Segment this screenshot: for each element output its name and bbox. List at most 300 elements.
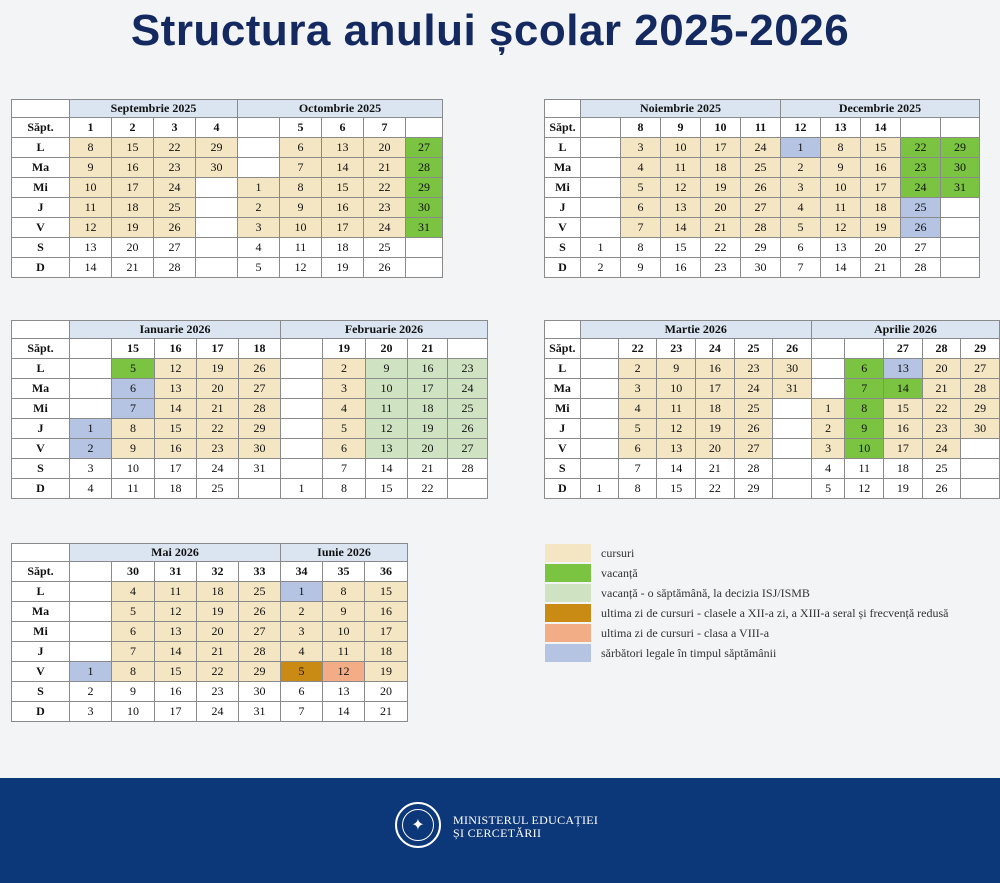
day-cell: 26 bbox=[448, 419, 488, 439]
day-cell: 5 bbox=[618, 419, 657, 439]
day-cell: 9 bbox=[280, 198, 322, 218]
day-cell: 29 bbox=[196, 138, 238, 158]
day-cell: 15 bbox=[322, 178, 364, 198]
day-cell: 7 bbox=[281, 702, 323, 722]
day-cell: 19 bbox=[322, 258, 364, 278]
legend-label: cursuri bbox=[601, 545, 635, 560]
day-cell bbox=[281, 399, 323, 419]
day-cell: 12 bbox=[821, 218, 861, 238]
day-cell: 29 bbox=[961, 399, 1000, 419]
day-cell: 1 bbox=[70, 419, 112, 439]
day-cell: 5 bbox=[112, 359, 155, 379]
day-label: L bbox=[12, 582, 70, 602]
legend-swatch bbox=[545, 624, 591, 642]
day-cell: 20 bbox=[922, 359, 961, 379]
week-number: 7 bbox=[364, 118, 406, 138]
week-number: 15 bbox=[112, 339, 155, 359]
day-cell: 22 bbox=[197, 662, 239, 682]
day-cell: 11 bbox=[661, 158, 701, 178]
week-number bbox=[70, 339, 112, 359]
week-number: 23 bbox=[657, 339, 696, 359]
day-cell: 16 bbox=[661, 258, 701, 278]
ministry-name-line2: ȘI CERCETĂRII bbox=[453, 826, 542, 840]
day-cell: 21 bbox=[701, 218, 741, 238]
month-header: Aprilie 2026 bbox=[811, 321, 999, 339]
day-cell: 9 bbox=[366, 359, 408, 379]
day-cell: 30 bbox=[239, 439, 281, 459]
week-number: 5 bbox=[280, 118, 322, 138]
day-cell: 15 bbox=[112, 138, 154, 158]
day-label: Mi bbox=[12, 622, 70, 642]
day-cell: 30 bbox=[239, 682, 281, 702]
day-cell: 31 bbox=[406, 218, 443, 238]
day-cell: 4 bbox=[323, 399, 366, 419]
day-cell: 17 bbox=[701, 138, 741, 158]
day-label: Mi bbox=[545, 178, 581, 198]
day-cell: 21 bbox=[861, 258, 901, 278]
day-cell: 10 bbox=[661, 138, 701, 158]
day-cell: 5 bbox=[621, 178, 661, 198]
day-cell bbox=[580, 359, 618, 379]
day-cell: 19 bbox=[701, 178, 741, 198]
day-cell: 3 bbox=[618, 379, 657, 399]
day-cell: 22 bbox=[701, 238, 741, 258]
month-header: Septembrie 2025 bbox=[70, 100, 238, 118]
day-cell bbox=[70, 399, 112, 419]
day-cell: 12 bbox=[70, 218, 112, 238]
day-cell: 20 bbox=[112, 238, 154, 258]
day-cell: 10 bbox=[657, 379, 696, 399]
calendar-table-jan-feb bbox=[11, 320, 488, 499]
week-number: 8 bbox=[621, 118, 661, 138]
day-cell: 2 bbox=[323, 359, 366, 379]
header-corner bbox=[545, 100, 581, 118]
week-number: 35 bbox=[323, 562, 365, 582]
day-cell: 12 bbox=[366, 419, 408, 439]
week-number bbox=[70, 562, 112, 582]
day-cell: 11 bbox=[280, 238, 322, 258]
day-cell: 30 bbox=[406, 198, 443, 218]
day-label: V bbox=[12, 218, 70, 238]
week-number bbox=[406, 118, 443, 138]
day-cell: 30 bbox=[941, 158, 980, 178]
day-cell: 5 bbox=[811, 479, 845, 499]
day-cell: 20 bbox=[197, 379, 239, 399]
day-cell: 4 bbox=[618, 399, 657, 419]
day-cell: 15 bbox=[155, 419, 197, 439]
day-cell: 31 bbox=[239, 459, 281, 479]
week-number: 11 bbox=[741, 118, 781, 138]
week-number: 17 bbox=[197, 339, 239, 359]
day-cell: 3 bbox=[70, 459, 112, 479]
day-label: L bbox=[12, 138, 70, 158]
day-cell: 26 bbox=[364, 258, 406, 278]
day-cell bbox=[281, 359, 323, 379]
day-cell: 26 bbox=[239, 602, 281, 622]
day-cell: 15 bbox=[884, 399, 923, 419]
day-cell: 4 bbox=[70, 479, 112, 499]
day-cell bbox=[281, 419, 323, 439]
day-cell: 25 bbox=[734, 399, 773, 419]
week-number: 14 bbox=[861, 118, 901, 138]
week-number: 4 bbox=[196, 118, 238, 138]
day-cell: 30 bbox=[196, 158, 238, 178]
day-label: Mi bbox=[12, 399, 70, 419]
day-cell: 18 bbox=[861, 198, 901, 218]
day-cell bbox=[773, 479, 812, 499]
day-cell: 23 bbox=[901, 158, 941, 178]
day-cell bbox=[70, 582, 112, 602]
day-cell bbox=[961, 459, 1000, 479]
day-cell: 6 bbox=[281, 682, 323, 702]
day-cell bbox=[773, 459, 812, 479]
day-cell bbox=[281, 439, 323, 459]
week-number bbox=[581, 118, 621, 138]
week-row-label: Săpt. bbox=[12, 562, 70, 582]
day-cell: 11 bbox=[657, 399, 696, 419]
day-cell: 6 bbox=[781, 238, 821, 258]
day-cell bbox=[196, 178, 238, 198]
day-cell bbox=[281, 459, 323, 479]
day-cell: 14 bbox=[70, 258, 112, 278]
day-cell bbox=[580, 379, 618, 399]
day-cell: 23 bbox=[734, 359, 773, 379]
day-cell bbox=[941, 238, 980, 258]
day-cell: 23 bbox=[364, 198, 406, 218]
week-row-label: Săpt. bbox=[12, 118, 70, 138]
day-cell bbox=[941, 198, 980, 218]
day-cell: 8 bbox=[323, 479, 366, 499]
day-cell: 29 bbox=[239, 662, 281, 682]
day-cell bbox=[773, 399, 812, 419]
day-cell: 28 bbox=[901, 258, 941, 278]
day-cell: 5 bbox=[281, 662, 323, 682]
week-number bbox=[448, 339, 488, 359]
calendar-table-mar-apr bbox=[544, 320, 1000, 499]
day-cell: 25 bbox=[448, 399, 488, 419]
day-cell: 11 bbox=[155, 582, 197, 602]
day-cell: 6 bbox=[112, 379, 155, 399]
day-cell: 23 bbox=[922, 419, 961, 439]
day-cell: 4 bbox=[238, 238, 280, 258]
month-header: Ianuarie 2026 bbox=[70, 321, 281, 339]
day-cell: 18 bbox=[365, 642, 408, 662]
day-cell: 13 bbox=[657, 439, 696, 459]
day-label: D bbox=[12, 702, 70, 722]
day-cell: 11 bbox=[112, 479, 155, 499]
day-cell: 15 bbox=[155, 662, 197, 682]
day-cell: 2 bbox=[70, 439, 112, 459]
day-cell bbox=[406, 258, 443, 278]
day-cell: 22 bbox=[408, 479, 448, 499]
day-cell: 14 bbox=[661, 218, 701, 238]
day-label: V bbox=[545, 439, 581, 459]
day-label: J bbox=[12, 419, 70, 439]
day-cell: 7 bbox=[280, 158, 322, 178]
day-cell: 20 bbox=[364, 138, 406, 158]
day-cell: 16 bbox=[861, 158, 901, 178]
day-cell: 6 bbox=[112, 622, 155, 642]
week-row-label: Săpt. bbox=[12, 339, 70, 359]
day-label: S bbox=[545, 459, 581, 479]
day-cell: 9 bbox=[657, 359, 696, 379]
day-cell: 26 bbox=[901, 218, 941, 238]
day-cell: 14 bbox=[366, 459, 408, 479]
day-cell: 14 bbox=[821, 258, 861, 278]
day-cell: 27 bbox=[448, 439, 488, 459]
day-cell: 4 bbox=[112, 582, 155, 602]
day-cell: 26 bbox=[239, 359, 281, 379]
legend-item bbox=[545, 583, 948, 603]
day-cell bbox=[238, 138, 280, 158]
day-cell: 16 bbox=[696, 359, 735, 379]
month-header: Februarie 2026 bbox=[281, 321, 488, 339]
day-label: D bbox=[545, 258, 581, 278]
day-cell: 23 bbox=[197, 682, 239, 702]
week-number: 25 bbox=[734, 339, 773, 359]
day-cell: 8 bbox=[112, 419, 155, 439]
day-cell: 13 bbox=[366, 439, 408, 459]
day-label: S bbox=[12, 682, 70, 702]
day-cell: 19 bbox=[696, 419, 735, 439]
week-number: 33 bbox=[239, 562, 281, 582]
day-cell: 25 bbox=[741, 158, 781, 178]
legend-label: ultima zi de cursuri - clasa a VIII-a bbox=[601, 625, 770, 640]
day-cell: 27 bbox=[734, 439, 773, 459]
day-cell: 1 bbox=[811, 399, 845, 419]
day-cell: 8 bbox=[112, 662, 155, 682]
week-number: 2 bbox=[112, 118, 154, 138]
day-cell: 26 bbox=[741, 178, 781, 198]
day-cell: 3 bbox=[281, 622, 323, 642]
day-cell: 9 bbox=[112, 439, 155, 459]
day-cell: 21 bbox=[922, 379, 961, 399]
day-cell: 18 bbox=[696, 399, 735, 419]
day-cell: 22 bbox=[901, 138, 941, 158]
day-cell: 15 bbox=[365, 582, 408, 602]
header-corner bbox=[12, 544, 70, 562]
legend-label: ultima zi de cursuri - clasele a XII-a zi, a XIII-a seral și frecvență redusă bbox=[601, 605, 949, 620]
day-cell: 16 bbox=[408, 359, 448, 379]
day-cell: 11 bbox=[821, 198, 861, 218]
day-cell: 10 bbox=[112, 702, 155, 722]
day-cell: 27 bbox=[154, 238, 196, 258]
day-cell: 18 bbox=[112, 198, 154, 218]
day-label: V bbox=[12, 662, 70, 682]
day-cell: 11 bbox=[70, 198, 112, 218]
header-corner bbox=[12, 321, 70, 339]
day-cell: 7 bbox=[112, 642, 155, 662]
legend-item bbox=[545, 603, 948, 623]
day-cell: 10 bbox=[845, 439, 884, 459]
day-cell bbox=[281, 379, 323, 399]
day-cell: 31 bbox=[239, 702, 281, 722]
day-cell: 19 bbox=[197, 359, 239, 379]
day-cell: 16 bbox=[155, 682, 197, 702]
day-cell: 7 bbox=[112, 399, 155, 419]
day-cell: 19 bbox=[365, 662, 408, 682]
day-cell bbox=[70, 622, 112, 642]
week-number: 29 bbox=[961, 339, 1000, 359]
day-cell: 5 bbox=[238, 258, 280, 278]
day-cell: 24 bbox=[154, 178, 196, 198]
day-cell: 5 bbox=[323, 419, 366, 439]
day-cell: 23 bbox=[701, 258, 741, 278]
day-cell: 3 bbox=[781, 178, 821, 198]
legend-swatch bbox=[545, 604, 591, 622]
day-label: D bbox=[545, 479, 581, 499]
day-cell: 9 bbox=[621, 258, 661, 278]
week-number: 28 bbox=[922, 339, 961, 359]
day-cell: 22 bbox=[922, 399, 961, 419]
day-cell: 10 bbox=[280, 218, 322, 238]
day-cell: 27 bbox=[239, 379, 281, 399]
week-number bbox=[845, 339, 884, 359]
ministry-name bbox=[453, 814, 598, 840]
day-cell: 22 bbox=[154, 138, 196, 158]
day-cell: 15 bbox=[366, 479, 408, 499]
day-cell: 25 bbox=[154, 198, 196, 218]
day-cell: 12 bbox=[323, 662, 365, 682]
day-cell: 24 bbox=[364, 218, 406, 238]
day-cell: 8 bbox=[621, 238, 661, 258]
day-cell: 9 bbox=[821, 158, 861, 178]
legend-swatch bbox=[545, 544, 591, 562]
day-cell bbox=[70, 642, 112, 662]
day-cell: 6 bbox=[618, 439, 657, 459]
day-cell: 2 bbox=[781, 158, 821, 178]
day-cell: 10 bbox=[821, 178, 861, 198]
day-cell: 17 bbox=[322, 218, 364, 238]
legend-label: vacanță - o săptămână, la decizia ISJ/ISMB bbox=[601, 585, 810, 600]
day-cell: 28 bbox=[406, 158, 443, 178]
day-cell: 4 bbox=[621, 158, 661, 178]
day-cell: 16 bbox=[322, 198, 364, 218]
day-cell: 12 bbox=[280, 258, 322, 278]
day-cell: 15 bbox=[861, 138, 901, 158]
day-cell: 23 bbox=[154, 158, 196, 178]
day-cell: 24 bbox=[741, 138, 781, 158]
day-cell: 12 bbox=[657, 419, 696, 439]
day-cell: 3 bbox=[323, 379, 366, 399]
day-cell: 10 bbox=[112, 459, 155, 479]
day-cell: 28 bbox=[239, 399, 281, 419]
day-label: Ma bbox=[12, 602, 70, 622]
day-cell: 30 bbox=[961, 419, 1000, 439]
day-cell: 7 bbox=[323, 459, 366, 479]
day-cell: 3 bbox=[811, 439, 845, 459]
day-cell: 31 bbox=[941, 178, 980, 198]
day-cell: 6 bbox=[280, 138, 322, 158]
day-cell: 24 bbox=[448, 379, 488, 399]
week-number: 27 bbox=[884, 339, 923, 359]
day-cell bbox=[961, 439, 1000, 459]
month-header: Mai 2026 bbox=[70, 544, 281, 562]
day-cell: 20 bbox=[696, 439, 735, 459]
day-cell: 21 bbox=[408, 459, 448, 479]
week-number: 3 bbox=[154, 118, 196, 138]
day-cell: 18 bbox=[701, 158, 741, 178]
day-cell: 14 bbox=[155, 399, 197, 419]
day-cell: 27 bbox=[741, 198, 781, 218]
day-cell: 2 bbox=[618, 359, 657, 379]
day-cell bbox=[196, 238, 238, 258]
header-corner bbox=[545, 321, 581, 339]
day-cell: 16 bbox=[365, 602, 408, 622]
day-cell: 13 bbox=[661, 198, 701, 218]
day-cell: 20 bbox=[197, 622, 239, 642]
legend-label: vacanță bbox=[601, 565, 638, 580]
week-number: 34 bbox=[281, 562, 323, 582]
day-cell: 4 bbox=[781, 198, 821, 218]
day-cell: 27 bbox=[961, 359, 1000, 379]
day-cell: 17 bbox=[884, 439, 923, 459]
day-label: S bbox=[12, 459, 70, 479]
day-cell bbox=[196, 258, 238, 278]
day-cell: 25 bbox=[239, 582, 281, 602]
legend-item bbox=[545, 623, 948, 643]
month-header: Martie 2026 bbox=[580, 321, 811, 339]
day-cell bbox=[773, 419, 812, 439]
day-cell: 21 bbox=[197, 642, 239, 662]
day-cell bbox=[811, 379, 845, 399]
day-cell: 18 bbox=[155, 479, 197, 499]
day-cell: 1 bbox=[581, 238, 621, 258]
day-cell: 13 bbox=[821, 238, 861, 258]
day-cell: 30 bbox=[773, 359, 812, 379]
day-cell: 27 bbox=[406, 138, 443, 158]
day-cell: 22 bbox=[197, 419, 239, 439]
day-cell bbox=[961, 479, 1000, 499]
government-seal-icon: ✦ bbox=[395, 802, 441, 848]
day-cell: 30 bbox=[741, 258, 781, 278]
day-cell: 21 bbox=[365, 702, 408, 722]
week-number: 1 bbox=[70, 118, 112, 138]
day-cell: 28 bbox=[154, 258, 196, 278]
day-cell bbox=[196, 218, 238, 238]
week-row-label: Săpt. bbox=[545, 339, 581, 359]
week-number: 22 bbox=[618, 339, 657, 359]
day-cell: 14 bbox=[323, 702, 365, 722]
day-cell: 17 bbox=[861, 178, 901, 198]
day-cell: 23 bbox=[448, 359, 488, 379]
day-cell: 2 bbox=[238, 198, 280, 218]
week-number: 21 bbox=[408, 339, 448, 359]
day-cell: 1 bbox=[580, 479, 618, 499]
day-label: Ma bbox=[545, 158, 581, 178]
day-label: Mi bbox=[12, 178, 70, 198]
week-number: 20 bbox=[366, 339, 408, 359]
day-cell: 18 bbox=[408, 399, 448, 419]
day-cell: 14 bbox=[322, 158, 364, 178]
week-number: 9 bbox=[661, 118, 701, 138]
day-cell: 9 bbox=[70, 158, 112, 178]
day-cell: 17 bbox=[696, 379, 735, 399]
day-cell bbox=[581, 158, 621, 178]
day-cell: 26 bbox=[154, 218, 196, 238]
day-cell: 5 bbox=[112, 602, 155, 622]
footer bbox=[0, 778, 1000, 883]
day-cell bbox=[581, 178, 621, 198]
day-cell bbox=[581, 138, 621, 158]
day-label: L bbox=[545, 359, 581, 379]
week-number: 18 bbox=[239, 339, 281, 359]
week-number: 32 bbox=[197, 562, 239, 582]
day-cell: 25 bbox=[901, 198, 941, 218]
day-label: S bbox=[12, 238, 70, 258]
day-cell bbox=[580, 419, 618, 439]
day-cell: 7 bbox=[618, 459, 657, 479]
